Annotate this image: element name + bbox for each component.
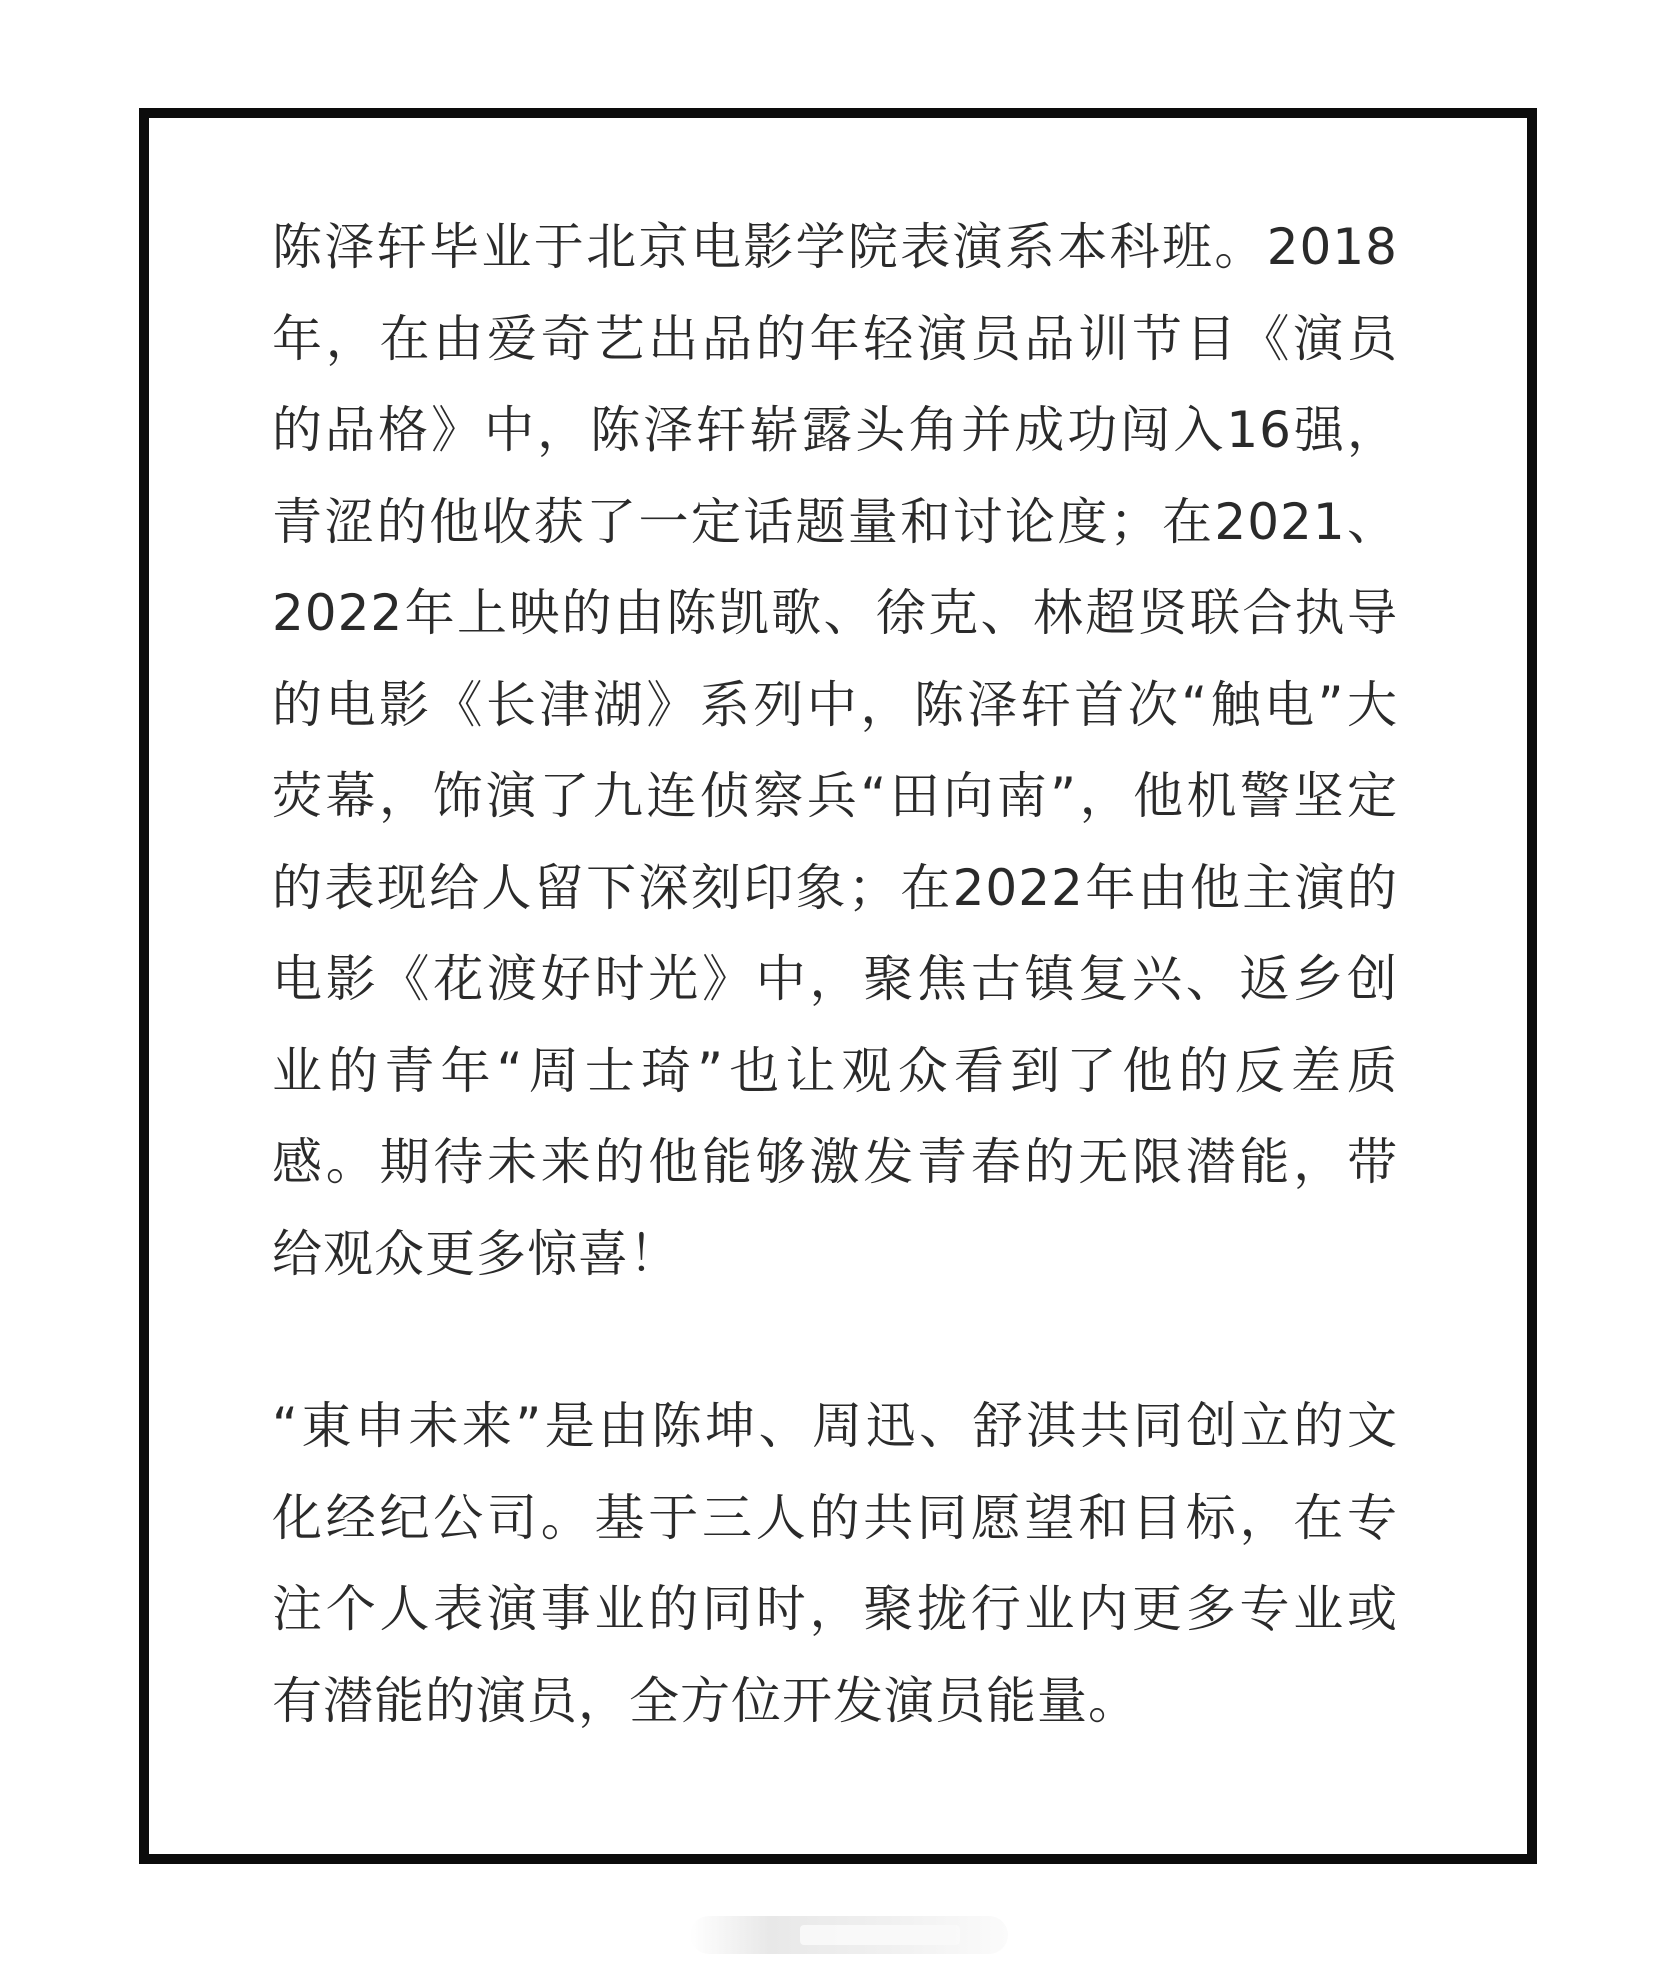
text-line: 有潜能的演员，全方位开发演员能量。 — [272, 1671, 1139, 1730]
text-line: 的电影《长津湖》系列中，陈泽轩首次“触电”大 — [272, 675, 1398, 734]
text-line: 青涩的他收获了一定话题量和讨论度；在2021、 — [272, 492, 1398, 551]
text-line: 陈泽轩毕业于北京电影学院表演系本科班。2018 — [272, 218, 1398, 276]
text-line: 的表现给人留下深刻印象；在2022年由他主演的 — [272, 858, 1398, 917]
text-line: 电影《花渡好时光》中，聚焦古镇复兴、返乡创 — [272, 950, 1398, 1008]
blurred-watermark — [690, 1916, 1008, 1954]
text-line: 感。期待未来的他能够激发青春的无限潜能，带 — [272, 1133, 1398, 1191]
bordered-text-card — [139, 108, 1537, 1864]
text-line: 注个人表演事业的同时，聚拢行业内更多专业或 — [272, 1580, 1398, 1638]
text-line: 业的青年“周士琦”也让观众看到了他的反差质 — [272, 1041, 1398, 1100]
text-line: 荧幕，饰演了九连侦察兵“田向南”，他机警坚定 — [272, 767, 1398, 825]
company-paragraph — [272, 1381, 1398, 1747]
bio-paragraph — [272, 202, 1398, 1300]
text-line: 化经纪公司。基于三人的共同愿望和目标，在专 — [272, 1488, 1398, 1547]
text-line: 给观众更多惊喜！ — [272, 1224, 680, 1283]
text-line: 2022年上映的由陈凯歌、徐克、林超贤联合执导 — [272, 584, 1398, 642]
text-line: “東申未来”是由陈坤、周迅、舒淇共同创立的文 — [272, 1397, 1398, 1455]
text-line: 的品格》中，陈泽轩崭露头角并成功闯入16强， — [272, 401, 1398, 459]
text-line: 年，在由爱奇艺出品的年轻演员品训节目《演员 — [272, 309, 1398, 368]
